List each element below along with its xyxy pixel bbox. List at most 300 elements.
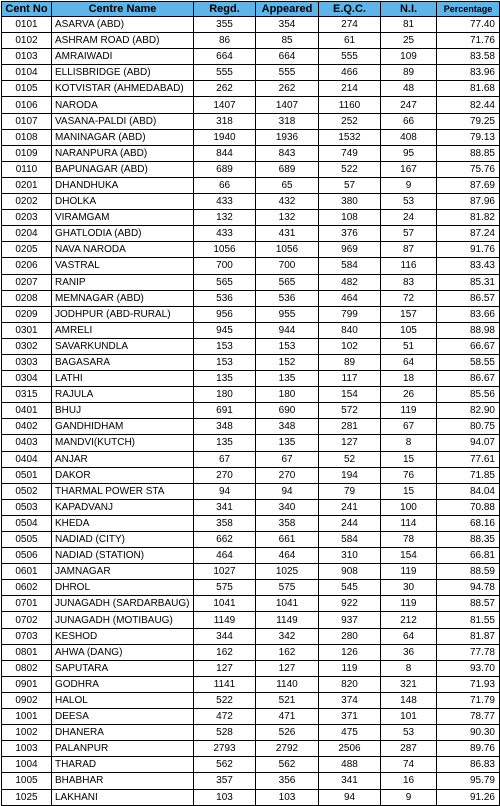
cell-percentage: 83.96 [437, 65, 500, 81]
cell-ni: 287 [381, 741, 437, 757]
cell-percentage: 81.68 [437, 81, 500, 97]
cell-centre-name: BHABHAR [52, 773, 194, 789]
cell-ni: 148 [381, 692, 437, 708]
cell-ni: 64 [381, 354, 437, 370]
cell-percentage: 85.31 [437, 274, 500, 290]
cell-ni: 48 [381, 81, 437, 97]
cell-regd: 662 [194, 532, 256, 548]
cell-cent-no: 0107 [2, 113, 52, 129]
cell-percentage: 75.76 [437, 161, 500, 177]
cell-appeared: 94 [256, 483, 319, 499]
cell-centre-name: RAJULA [52, 387, 194, 403]
cell-regd: 464 [194, 548, 256, 564]
cell-centre-name: GHATLODIA (ABD) [52, 226, 194, 242]
cell-regd: 565 [194, 274, 256, 290]
cell-centre-name: JODHPUR (ABD-RURAL) [52, 306, 194, 322]
cell-cent-no: 0403 [2, 435, 52, 451]
cell-percentage: 78.77 [437, 709, 500, 725]
cell-percentage: 85.56 [437, 387, 500, 403]
cell-percentage: 77.40 [437, 17, 500, 33]
cell-eqc: 1160 [319, 97, 381, 113]
table-row [2, 226, 500, 242]
cell-centre-name: VASTRAL [52, 258, 194, 274]
table-row [2, 692, 500, 708]
cell-percentage: 79.13 [437, 129, 500, 145]
cell-appeared: 348 [256, 419, 319, 435]
cell-appeared: 127 [256, 660, 319, 676]
cell-ni: 26 [381, 387, 437, 403]
cell-eqc: 584 [319, 258, 381, 274]
cell-ni: 57 [381, 226, 437, 242]
cell-centre-name: NARODA [52, 97, 194, 113]
cell-appeared: 354 [256, 17, 319, 33]
cell-appeared: 1025 [256, 564, 319, 580]
cell-regd: 180 [194, 387, 256, 403]
cell-ni: 53 [381, 194, 437, 210]
cell-appeared: 1149 [256, 612, 319, 628]
cell-centre-name: BHUJ [52, 403, 194, 419]
table-row [2, 81, 500, 97]
cell-eqc: 61 [319, 33, 381, 49]
table-row [2, 371, 500, 387]
cell-ni: 119 [381, 403, 437, 419]
table-row [2, 741, 500, 757]
cell-eqc: 482 [319, 274, 381, 290]
table-row [2, 242, 500, 258]
cell-eqc: 937 [319, 612, 381, 628]
cell-percentage: 86.57 [437, 290, 500, 306]
cell-cent-no: 1002 [2, 725, 52, 741]
cell-ni: 24 [381, 210, 437, 226]
cell-appeared: 132 [256, 210, 319, 226]
cell-ni: 109 [381, 49, 437, 65]
table-row [2, 17, 500, 33]
cell-appeared: 135 [256, 435, 319, 451]
cell-cent-no: 0702 [2, 612, 52, 628]
cell-eqc: 371 [319, 709, 381, 725]
cell-regd: 1940 [194, 129, 256, 145]
cell-cent-no: 1025 [2, 789, 52, 805]
cell-centre-name: SAPUTARA [52, 660, 194, 676]
cell-ni: 64 [381, 628, 437, 644]
table-row [2, 676, 500, 692]
cell-centre-name: JAMNAGAR [52, 564, 194, 580]
cell-percentage: 77.78 [437, 644, 500, 660]
cell-regd: 127 [194, 660, 256, 676]
cell-eqc: 214 [319, 81, 381, 97]
cell-appeared: 1140 [256, 676, 319, 692]
table-row [2, 210, 500, 226]
cell-ni: 83 [381, 274, 437, 290]
cell-ni: 119 [381, 564, 437, 580]
cell-centre-name: AMRELI [52, 322, 194, 338]
cell-percentage: 83.43 [437, 258, 500, 274]
table-row [2, 580, 500, 596]
table-row [2, 660, 500, 676]
cell-regd: 433 [194, 226, 256, 242]
cell-cent-no: 0703 [2, 628, 52, 644]
cell-percentage: 81.55 [437, 612, 500, 628]
table-header [2, 2, 500, 17]
cell-centre-name: NARANPURA (ABD) [52, 145, 194, 161]
table-row [2, 258, 500, 274]
cell-centre-name: GODHRA [52, 676, 194, 692]
cell-centre-name: ASARVA (ABD) [52, 17, 194, 33]
cell-regd: 689 [194, 161, 256, 177]
cell-regd: 67 [194, 451, 256, 467]
table-row [2, 354, 500, 370]
header-ni: N.I. [381, 2, 437, 17]
cell-ni: 8 [381, 435, 437, 451]
cell-cent-no: 0302 [2, 338, 52, 354]
cell-cent-no: 0504 [2, 515, 52, 531]
cell-centre-name: JUNAGADH (MOTIBAUG) [52, 612, 194, 628]
cell-percentage: 77.61 [437, 451, 500, 467]
cell-percentage: 82.44 [437, 97, 500, 113]
cell-eqc: 2506 [319, 741, 381, 757]
cell-eqc: 252 [319, 113, 381, 129]
cell-ni: 51 [381, 338, 437, 354]
cell-ni: 81 [381, 17, 437, 33]
cell-regd: 348 [194, 419, 256, 435]
cell-appeared: 262 [256, 81, 319, 97]
cell-cent-no: 0102 [2, 33, 52, 49]
cell-eqc: 475 [319, 725, 381, 741]
cell-regd: 153 [194, 354, 256, 370]
cell-appeared: 944 [256, 322, 319, 338]
cell-regd: 132 [194, 210, 256, 226]
cell-regd: 1027 [194, 564, 256, 580]
cell-eqc: 922 [319, 596, 381, 612]
cell-regd: 575 [194, 580, 256, 596]
cell-ni: 53 [381, 725, 437, 741]
cell-ni: 8 [381, 660, 437, 676]
cell-ni: 9 [381, 177, 437, 193]
cell-regd: 344 [194, 628, 256, 644]
cell-appeared: 843 [256, 145, 319, 161]
table-row [2, 387, 500, 403]
cell-centre-name: DHROL [52, 580, 194, 596]
cell-percentage: 91.76 [437, 242, 500, 258]
cell-eqc: 57 [319, 177, 381, 193]
table-row [2, 644, 500, 660]
table-row [2, 628, 500, 644]
cell-centre-name: VASANA-PALDI (ABD) [52, 113, 194, 129]
cell-centre-name: THARAD [52, 757, 194, 773]
cell-eqc: 464 [319, 290, 381, 306]
cell-cent-no: 0202 [2, 194, 52, 210]
cell-regd: 318 [194, 113, 256, 129]
cell-regd: 536 [194, 290, 256, 306]
cell-regd: 355 [194, 17, 256, 33]
header-cent-no: Cent No [2, 2, 52, 17]
cell-centre-name: DHOLKA [52, 194, 194, 210]
header-percentage: Percentage [437, 2, 500, 17]
table-row [2, 177, 500, 193]
cell-eqc: 572 [319, 403, 381, 419]
cell-appeared: 103 [256, 789, 319, 805]
table-row [2, 65, 500, 81]
cell-appeared: 153 [256, 338, 319, 354]
cell-regd: 562 [194, 757, 256, 773]
cell-eqc: 281 [319, 419, 381, 435]
cell-appeared: 65 [256, 177, 319, 193]
cell-centre-name: GANDHIDHAM [52, 419, 194, 435]
table-row [2, 548, 500, 564]
cell-appeared: 690 [256, 403, 319, 419]
cell-regd: 358 [194, 515, 256, 531]
cell-appeared: 356 [256, 773, 319, 789]
cell-centre-name: MEMNAGAR (ABD) [52, 290, 194, 306]
cell-percentage: 70.88 [437, 499, 500, 515]
cell-percentage: 68.16 [437, 515, 500, 531]
cell-regd: 664 [194, 49, 256, 65]
cell-regd: 153 [194, 338, 256, 354]
cell-eqc: 108 [319, 210, 381, 226]
cell-cent-no: 0201 [2, 177, 52, 193]
cell-cent-no: 0503 [2, 499, 52, 515]
cell-percentage: 93.70 [437, 660, 500, 676]
cell-centre-name: LAKHANI [52, 789, 194, 805]
cell-percentage: 91.26 [437, 789, 500, 805]
cell-percentage: 86.67 [437, 371, 500, 387]
cell-ni: 67 [381, 419, 437, 435]
cell-regd: 522 [194, 692, 256, 708]
cell-ni: 114 [381, 515, 437, 531]
table-row [2, 467, 500, 483]
table-row [2, 290, 500, 306]
cell-ni: 212 [381, 612, 437, 628]
cell-regd: 528 [194, 725, 256, 741]
cell-ni: 15 [381, 451, 437, 467]
cell-eqc: 341 [319, 773, 381, 789]
cell-regd: 162 [194, 644, 256, 660]
cell-regd: 1041 [194, 596, 256, 612]
cell-regd: 135 [194, 371, 256, 387]
cell-appeared: 85 [256, 33, 319, 49]
cell-regd: 555 [194, 65, 256, 81]
cell-cent-no: 0303 [2, 354, 52, 370]
header-appeared: Appeared [256, 2, 319, 17]
cell-percentage: 90.30 [437, 725, 500, 741]
cell-appeared: 431 [256, 226, 319, 242]
cell-eqc: 1532 [319, 129, 381, 145]
cell-cent-no: 0109 [2, 145, 52, 161]
cell-centre-name: ELLISBRIDGE (ABD) [52, 65, 194, 81]
cell-centre-name: DHANDHUKA [52, 177, 194, 193]
cell-percentage: 89.76 [437, 741, 500, 757]
cell-centre-name: VIRAMGAM [52, 210, 194, 226]
cell-cent-no: 1004 [2, 757, 52, 773]
cell-centre-name: KESHOD [52, 628, 194, 644]
cell-appeared: 700 [256, 258, 319, 274]
cell-cent-no: 0701 [2, 596, 52, 612]
cell-cent-no: 0506 [2, 548, 52, 564]
cell-percentage: 81.82 [437, 210, 500, 226]
cell-eqc: 584 [319, 532, 381, 548]
cell-regd: 1149 [194, 612, 256, 628]
cell-cent-no: 0315 [2, 387, 52, 403]
cell-appeared: 318 [256, 113, 319, 129]
cell-percentage: 94.78 [437, 580, 500, 596]
cell-centre-name: NADIAD (CITY) [52, 532, 194, 548]
cell-cent-no: 0404 [2, 451, 52, 467]
cell-centre-name: NADIAD (STATION) [52, 548, 194, 564]
cell-centre-name: AHWA (DANG) [52, 644, 194, 660]
header-centre-name: Centre Name [52, 2, 194, 17]
cell-centre-name: JUNAGADH (SARDARBAUG) [52, 596, 194, 612]
cell-eqc: 545 [319, 580, 381, 596]
cell-eqc: 380 [319, 194, 381, 210]
cell-percentage: 82.90 [437, 403, 500, 419]
cell-eqc: 376 [319, 226, 381, 242]
cell-cent-no: 0505 [2, 532, 52, 548]
cell-regd: 945 [194, 322, 256, 338]
cell-ni: 119 [381, 596, 437, 612]
cell-percentage: 79.25 [437, 113, 500, 129]
cell-eqc: 840 [319, 322, 381, 338]
cell-cent-no: 1005 [2, 773, 52, 789]
cell-appeared: 575 [256, 580, 319, 596]
table-row [2, 194, 500, 210]
cell-percentage: 88.35 [437, 532, 500, 548]
cell-cent-no: 0208 [2, 290, 52, 306]
cell-appeared: 661 [256, 532, 319, 548]
cell-percentage: 95.79 [437, 773, 500, 789]
table-row [2, 612, 500, 628]
table-body [2, 17, 500, 806]
cell-percentage: 58.55 [437, 354, 500, 370]
table-row [2, 403, 500, 419]
table-row [2, 483, 500, 499]
cell-appeared: 526 [256, 725, 319, 741]
cell-appeared: 67 [256, 451, 319, 467]
cell-percentage: 71.93 [437, 676, 500, 692]
cell-eqc: 555 [319, 49, 381, 65]
cell-eqc: 194 [319, 467, 381, 483]
cell-ni: 72 [381, 290, 437, 306]
cell-eqc: 241 [319, 499, 381, 515]
table-row [2, 451, 500, 467]
cell-centre-name: KOTVISTAR (AHMEDABAD) [52, 81, 194, 97]
cell-cent-no: 0101 [2, 17, 52, 33]
cell-eqc: 908 [319, 564, 381, 580]
cell-regd: 844 [194, 145, 256, 161]
cell-eqc: 119 [319, 660, 381, 676]
cell-eqc: 117 [319, 371, 381, 387]
cell-cent-no: 0108 [2, 129, 52, 145]
cell-centre-name: MANINAGAR (ABD) [52, 129, 194, 145]
cell-appeared: 340 [256, 499, 319, 515]
cell-cent-no: 0205 [2, 242, 52, 258]
cell-percentage: 81.87 [437, 628, 500, 644]
cell-cent-no: 0502 [2, 483, 52, 499]
cell-cent-no: 0402 [2, 419, 52, 435]
cell-centre-name: PALANPUR [52, 741, 194, 757]
cell-centre-name: BAGASARA [52, 354, 194, 370]
cell-regd: 357 [194, 773, 256, 789]
cell-appeared: 162 [256, 644, 319, 660]
cell-cent-no: 0501 [2, 467, 52, 483]
cell-eqc: 488 [319, 757, 381, 773]
cell-regd: 433 [194, 194, 256, 210]
cell-appeared: 152 [256, 354, 319, 370]
cell-eqc: 820 [319, 676, 381, 692]
cell-appeared: 536 [256, 290, 319, 306]
cell-appeared: 562 [256, 757, 319, 773]
cell-percentage: 66.81 [437, 548, 500, 564]
table-row [2, 113, 500, 129]
cell-cent-no: 0106 [2, 97, 52, 113]
cell-cent-no: 0901 [2, 676, 52, 692]
cell-appeared: 270 [256, 467, 319, 483]
table-row [2, 789, 500, 805]
cell-ni: 74 [381, 757, 437, 773]
cell-eqc: 749 [319, 145, 381, 161]
table-row [2, 419, 500, 435]
cell-centre-name: HALOL [52, 692, 194, 708]
header-eqc: E.Q.C. [319, 2, 381, 17]
cell-cent-no: 0301 [2, 322, 52, 338]
table-row [2, 773, 500, 789]
table-row [2, 129, 500, 145]
cell-appeared: 1041 [256, 596, 319, 612]
cell-eqc: 52 [319, 451, 381, 467]
cell-centre-name: RANIP [52, 274, 194, 290]
table-row [2, 161, 500, 177]
cell-eqc: 274 [319, 17, 381, 33]
cell-eqc: 466 [319, 65, 381, 81]
cell-ni: 36 [381, 644, 437, 660]
cell-cent-no: 0209 [2, 306, 52, 322]
cell-percentage: 84.04 [437, 483, 500, 499]
cell-regd: 472 [194, 709, 256, 725]
cell-appeared: 1936 [256, 129, 319, 145]
cell-eqc: 280 [319, 628, 381, 644]
cell-ni: 321 [381, 676, 437, 692]
cell-ni: 87 [381, 242, 437, 258]
cell-cent-no: 0601 [2, 564, 52, 580]
cell-cent-no: 0203 [2, 210, 52, 226]
cell-percentage: 88.57 [437, 596, 500, 612]
cell-percentage: 88.98 [437, 322, 500, 338]
table-row [2, 596, 500, 612]
cell-centre-name: BAPUNAGAR (ABD) [52, 161, 194, 177]
cell-regd: 66 [194, 177, 256, 193]
cell-percentage: 88.85 [437, 145, 500, 161]
cell-ni: 100 [381, 499, 437, 515]
cell-centre-name: THARMAL POWER STA [52, 483, 194, 499]
cell-cent-no: 0602 [2, 580, 52, 596]
cell-regd: 2793 [194, 741, 256, 757]
cell-regd: 341 [194, 499, 256, 515]
cell-ni: 78 [381, 532, 437, 548]
cell-cent-no: 0902 [2, 692, 52, 708]
table-row [2, 515, 500, 531]
cell-regd: 103 [194, 789, 256, 805]
cell-ni: 18 [381, 371, 437, 387]
cell-ni: 408 [381, 129, 437, 145]
cell-percentage: 87.24 [437, 226, 500, 242]
cell-eqc: 969 [319, 242, 381, 258]
cell-ni: 30 [381, 580, 437, 596]
cell-regd: 262 [194, 81, 256, 97]
cell-appeared: 432 [256, 194, 319, 210]
table-row [2, 322, 500, 338]
cell-appeared: 555 [256, 65, 319, 81]
cell-appeared: 664 [256, 49, 319, 65]
cell-percentage: 66.67 [437, 338, 500, 354]
